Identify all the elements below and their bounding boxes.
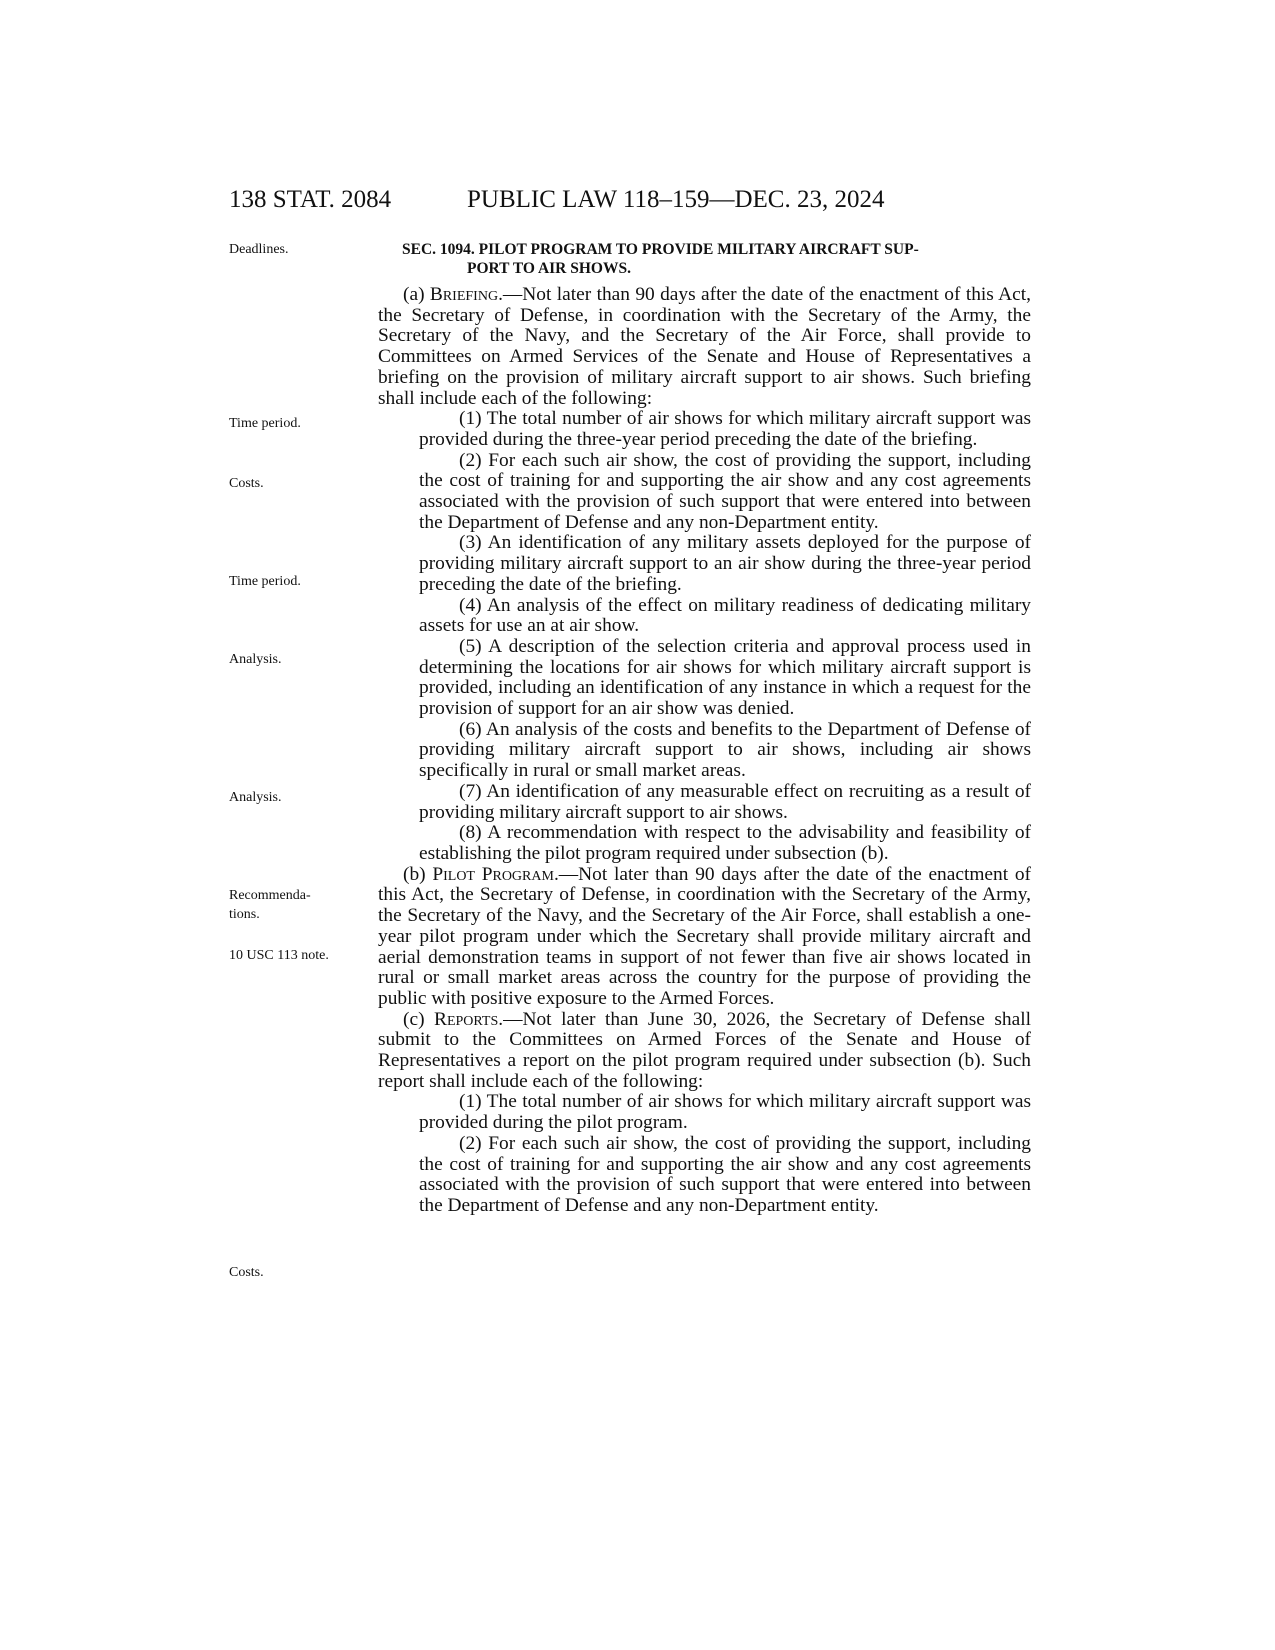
subsection-label: (a) [403, 284, 430, 305]
list-item: (8) A recommendation with respect to the advisability and feasibility of establishing the pilot program required under subsection (b). [419, 822, 1031, 864]
section-heading-line: PORT TO AIR SHOWS. [467, 260, 631, 277]
margin-note-usc: 10 USC 113 note. [229, 948, 329, 963]
subsection-label: (c) [403, 1008, 435, 1030]
list-item: (2) For each such air show, the cost of providing the support, including the cost of training for and supporting the air show and any cost agreements associated with the provision of such support that were entered into between the Department of Defense and any non-Department entity. [419, 449, 1031, 533]
list-item: (7) An identification of any measurable effect on recruiting as a result of providing military aircraft support to air shows. [419, 780, 1031, 823]
margin-note-time-period: Time period. [229, 416, 301, 431]
subsection-heading: Reports [434, 1008, 499, 1030]
margin-note-line: Recommenda- [229, 888, 311, 903]
margin-note-costs: Costs. [229, 1265, 264, 1280]
list-item: (3) An identification of any military assets deployed for the purpose of providing military aircraft support to an air show during the three-year period preceding the date of the briefing. [419, 532, 1031, 595]
subsection-text: .—Not later than June 30, 2026, the Secretary of Defense shall submit to the Committees on Armed Forces of the Senate and House of Representatives a report on the pilot program required under subsection (b). Such report shall include each of the following: [378, 1008, 1032, 1092]
list-item: (2) For each such air show, the cost of providing the support, including the cost of training for and supporting the air show and any cost agreements associated with the provision of such support that were entered into between the Department of Defense and any non-Department entity. [419, 1132, 1031, 1216]
section-heading [402, 240, 1032, 278]
subsection-text: .—Not later than 90 days after the date of the enactment of this Act, the Secretary of Defense, in coordination with the Secretary of the Army, the Secretary of the Navy, and the Secretary of the Air Force, shall provide to Committees on Armed Services of the Senate and House of Representatives a briefing on the provision of military aircraft support to air shows. Such briefing shall include each of the following: [378, 284, 1031, 409]
subsection-heading: Briefing [429, 284, 499, 305]
list-item: (6) An analysis of the costs and benefits to the Department of Defense of providing military aircraft support to air shows, including air shows specifically in rural or small market areas. [419, 718, 1031, 782]
section-heading-line: SEC. 1094. PILOT PROGRAM TO PROVIDE MILITARY AIRCRAFT SUP- [402, 241, 919, 258]
margin-note-recommendations [229, 886, 369, 924]
subsection-c [378, 1010, 1031, 1093]
list-item: (4) An analysis of the effect on military readiness of dedicating military assets for use an at air show. [419, 594, 1031, 637]
subsection-label: (b) [403, 863, 433, 885]
margin-note-analysis: Analysis. [229, 652, 282, 667]
list-item: (1) The total number of air shows for which military aircraft support was provided during the three-year period preceding the date of the briefing. [419, 408, 1031, 450]
margin-note-deadlines: Deadlines. [229, 242, 289, 257]
margin-note-costs: Costs. [229, 476, 264, 491]
subsection-text: .—Not later than 90 days after the date of the enactment of this Act, the Secretary of Defense, in coordination with the Secretary of the Army, the Secretary of the Navy, and the Secretary of the Air Force, shall establish a one-year pilot program under which the Secretary shall provide military aircraft and aerial demonstration teams in support of not fewer than five air shows located in rural or small market areas across the country for the purpose of providing the public with positive exposure to the Armed Forces. [378, 863, 1031, 1009]
subsection-a [378, 285, 1031, 409]
page-reference: 138 STAT. 2084 [229, 186, 392, 213]
margin-note-analysis: Analysis. [229, 790, 282, 805]
list-item: (1) The total number of air shows for which military aircraft support was provided during the pilot program. [419, 1091, 1031, 1134]
statute-body [378, 285, 1031, 1217]
page-title: PUBLIC LAW 118–159—DEC. 23, 2024 [467, 186, 885, 213]
list-item: (5) A description of the selection criteria and approval process used in determining the locations for air shows for which military aircraft support is provided, including an identification of any instance in which a request for the provision of support for an air show was denied. [419, 635, 1031, 720]
subsection-heading: Pilot Program [432, 863, 554, 885]
margin-note-line: tions. [229, 907, 260, 922]
subsection-b [378, 865, 1031, 1010]
margin-note-time-period: Time period. [229, 574, 301, 589]
